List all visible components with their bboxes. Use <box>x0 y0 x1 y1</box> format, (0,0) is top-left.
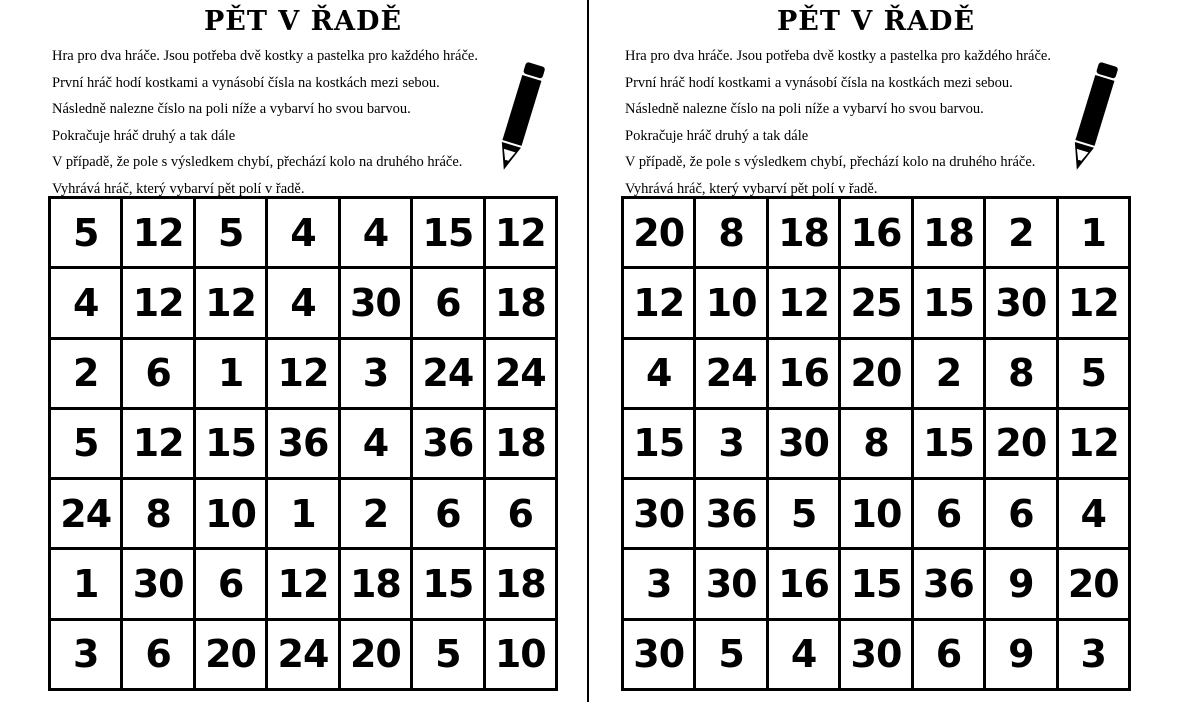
grid-cell[interactable]: 4 <box>1059 480 1128 547</box>
worksheet-title: PĚT V ŘADĚ <box>203 6 403 37</box>
grid-cell[interactable]: 4 <box>769 621 838 688</box>
rule-line: Pokračuje hráč druhý a tak dále <box>625 127 809 144</box>
grid-cell[interactable]: 2 <box>51 340 120 407</box>
grid-cell[interactable]: 12 <box>196 269 265 336</box>
grid-cell[interactable]: 3 <box>696 410 765 477</box>
grid-cell[interactable]: 15 <box>413 199 482 266</box>
rule-line: V případě, že pole s výsledkem chybí, přechází kolo na druhého hráče. <box>625 154 1036 170</box>
grid-cell[interactable]: 10 <box>486 621 555 688</box>
grid-cell[interactable]: 24 <box>696 340 765 407</box>
grid-cell[interactable]: 16 <box>769 550 838 617</box>
grid-cell[interactable]: 6 <box>123 340 192 407</box>
worksheet-left <box>48 0 588 702</box>
grid-cell[interactable]: 20 <box>624 199 693 266</box>
grid-cell[interactable]: 12 <box>769 269 838 336</box>
grid-cell[interactable]: 25 <box>841 269 910 336</box>
grid-cell[interactable]: 12 <box>123 199 192 266</box>
grid-cell[interactable]: 15 <box>914 269 983 336</box>
grid-cell[interactable]: 8 <box>986 340 1055 407</box>
grid-cell[interactable]: 24 <box>486 340 555 407</box>
grid-cell[interactable]: 18 <box>914 199 983 266</box>
grid-cell[interactable]: 1 <box>51 550 120 617</box>
grid-cell[interactable]: 3 <box>624 550 693 617</box>
grid-cell[interactable]: 6 <box>986 480 1055 547</box>
grid-cell[interactable]: 24 <box>51 480 120 547</box>
grid-cell[interactable]: 6 <box>413 269 482 336</box>
grid-cell[interactable]: 36 <box>914 550 983 617</box>
grid-cell[interactable]: 6 <box>914 480 983 547</box>
grid-cell[interactable]: 12 <box>268 550 337 617</box>
grid-cell[interactable]: 2 <box>914 340 983 407</box>
grid-cell[interactable]: 12 <box>123 269 192 336</box>
grid-cell[interactable]: 10 <box>196 480 265 547</box>
grid-cell[interactable]: 1 <box>1059 199 1128 266</box>
grid-cell[interactable]: 4 <box>341 410 410 477</box>
grid-cell[interactable]: 5 <box>1059 340 1128 407</box>
rule-line: V případě, že pole s výsledkem chybí, přechází kolo na druhého hráče. <box>52 154 463 170</box>
grid-cell[interactable]: 30 <box>841 621 910 688</box>
number-grid <box>621 196 1131 691</box>
grid-cell[interactable]: 15 <box>841 550 910 617</box>
grid-cell[interactable]: 36 <box>413 410 482 477</box>
grid-cell[interactable]: 4 <box>268 199 337 266</box>
grid-cell[interactable]: 12 <box>1059 269 1128 336</box>
grid-cell[interactable]: 6 <box>123 621 192 688</box>
grid-cell[interactable]: 5 <box>413 621 482 688</box>
grid-cell[interactable]: 18 <box>486 269 555 336</box>
grid-cell[interactable]: 5 <box>51 410 120 477</box>
grid-cell[interactable]: 1 <box>268 480 337 547</box>
number-grid <box>48 196 558 691</box>
rule-line: První hráč hodí kostkami a vynásobí čísla na kostkách mezi sebou. <box>52 74 440 91</box>
grid-cell[interactable]: 12 <box>1059 410 1128 477</box>
grid-cell[interactable]: 20 <box>196 621 265 688</box>
worksheet-title: PĚT V ŘADĚ <box>776 6 976 37</box>
grid-cell[interactable]: 30 <box>696 550 765 617</box>
grid-cell[interactable]: 9 <box>986 550 1055 617</box>
grid-cell[interactable]: 18 <box>769 199 838 266</box>
grid-cell[interactable]: 12 <box>268 340 337 407</box>
grid-cell[interactable]: 24 <box>413 340 482 407</box>
grid-cell[interactable]: 30 <box>769 410 838 477</box>
grid-cell[interactable]: 30 <box>624 621 693 688</box>
rule-line: První hráč hodí kostkami a vynásobí čísla na kostkách mezi sebou. <box>625 74 1013 91</box>
grid-cell[interactable]: 6 <box>486 480 555 547</box>
grid-cell[interactable]: 1 <box>196 340 265 407</box>
rule-line: Vyhrává hráč, který vybarví pět polí v řadě. <box>625 180 878 197</box>
grid-cell[interactable]: 8 <box>696 199 765 266</box>
rules-list <box>625 43 1065 202</box>
rule-line: Vyhrává hráč, který vybarví pět polí v řadě. <box>52 180 305 197</box>
grid-cell[interactable]: 18 <box>486 550 555 617</box>
grid-cell[interactable]: 8 <box>841 410 910 477</box>
grid-cell[interactable]: 16 <box>841 199 910 266</box>
grid-cell[interactable]: 20 <box>1059 550 1128 617</box>
grid-cell[interactable]: 18 <box>341 550 410 617</box>
rules-list <box>52 43 492 202</box>
grid-cell[interactable]: 12 <box>624 269 693 336</box>
grid-cell[interactable]: 5 <box>769 480 838 547</box>
grid-cell[interactable]: 5 <box>51 199 120 266</box>
grid-cell[interactable]: 6 <box>914 621 983 688</box>
grid-cell[interactable]: 8 <box>123 480 192 547</box>
rule-line: Následně nalezne číslo na poli níže a vybarví ho svou barvou. <box>52 101 411 117</box>
grid-cell[interactable]: 10 <box>841 480 910 547</box>
grid-cell[interactable]: 4 <box>268 269 337 336</box>
grid-cell[interactable]: 4 <box>341 199 410 266</box>
grid-cell[interactable]: 30 <box>624 480 693 547</box>
grid-cell[interactable]: 15 <box>196 410 265 477</box>
grid-cell[interactable]: 4 <box>624 340 693 407</box>
grid-cell[interactable]: 12 <box>486 199 555 266</box>
grid-cell[interactable]: 2 <box>986 199 1055 266</box>
grid-cell[interactable]: 10 <box>696 269 765 336</box>
grid-cell[interactable]: 15 <box>413 550 482 617</box>
pencil-icon <box>1064 60 1120 180</box>
grid-cell[interactable]: 30 <box>986 269 1055 336</box>
grid-cell[interactable]: 6 <box>196 550 265 617</box>
grid-cell[interactable]: 9 <box>986 621 1055 688</box>
grid-cell[interactable]: 36 <box>696 480 765 547</box>
grid-cell[interactable]: 18 <box>486 410 555 477</box>
rule-line: Pokračuje hráč druhý a tak dále <box>52 127 236 144</box>
grid-cell[interactable]: 20 <box>986 410 1055 477</box>
grid-cell[interactable]: 6 <box>413 480 482 547</box>
rule-line: Hra pro dva hráče. Jsou potřeba dvě kostky a pastelka pro každého hráče. <box>52 48 478 64</box>
grid-cell[interactable]: 30 <box>123 550 192 617</box>
grid-cell[interactable]: 36 <box>268 410 337 477</box>
grid-cell[interactable]: 30 <box>341 269 410 336</box>
grid-cell[interactable]: 24 <box>268 621 337 688</box>
grid-cell[interactable]: 3 <box>51 621 120 688</box>
grid-cell[interactable]: 20 <box>841 340 910 407</box>
grid-cell[interactable]: 15 <box>914 410 983 477</box>
rule-line: Následně nalezne číslo na poli níže a vybarví ho svou barvou. <box>625 101 984 117</box>
grid-cell[interactable]: 3 <box>341 340 410 407</box>
grid-cell[interactable]: 5 <box>696 621 765 688</box>
worksheet-right <box>621 0 1161 702</box>
grid-cell[interactable]: 15 <box>624 410 693 477</box>
grid-cell[interactable]: 16 <box>769 340 838 407</box>
rule-line: Hra pro dva hráče. Jsou potřeba dvě kostky a pastelka pro každého hráče. <box>625 48 1051 64</box>
grid-cell[interactable]: 4 <box>51 269 120 336</box>
grid-cell[interactable]: 3 <box>1059 621 1128 688</box>
grid-cell[interactable]: 12 <box>123 410 192 477</box>
pencil-icon <box>491 60 547 180</box>
grid-cell[interactable]: 20 <box>341 621 410 688</box>
grid-cell[interactable]: 5 <box>196 199 265 266</box>
grid-cell[interactable]: 2 <box>341 480 410 547</box>
